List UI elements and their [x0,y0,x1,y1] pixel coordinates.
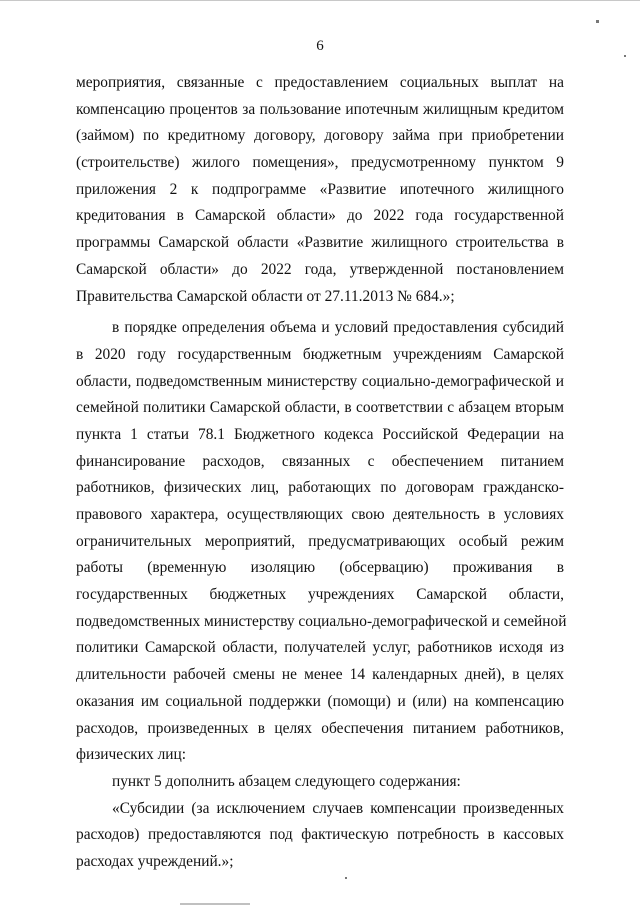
text-line: работников, физических лиц, работающих по договорам гражданско- [76,479,564,497]
text-line: мероприятия, связанные с предоставлением социальных выплат на [76,74,564,91]
text-line: (строительстве) жилого помещения», предусмотренному пунктом 9 [76,154,564,172]
text-line: расходах учреждений.»; [76,852,234,870]
text-line: политики Самарской области, получателей услуг, работников исходя из [76,639,564,657]
text-line: Самарской области» до 2022 года, утвержденной постановлением [76,260,564,278]
text-line: работы (временную изоляцию (обсервацию) проживания в [76,559,564,577]
text-line: финансирование расходов, связанных с обеспечением питанием [76,452,564,470]
scan-speck [596,20,599,23]
text-line: в 2020 году государственным бюджетным учреждениям Самарской [76,345,564,363]
scan-speck [345,877,347,879]
text-line: компенсацию процентов за пользование ипотечным жилищным кредитом [76,100,564,118]
text-line: подведомственных министерству социально-демографической и семейной [76,612,567,630]
paragraph-first-line: «Субсидии (за исключением случаев компенсации произведенных [112,799,564,817]
text-line: расходов, произведенных в целях обеспечения питанием работников, [76,719,564,737]
text-line: приложения 2 к подпрограмме «Развитие ипотечного жилищного [76,180,564,198]
text-line: правового характера, осуществляющих свою деятельность в условиях [76,506,564,523]
text-line: Правительства Самарской области от 27.11.2013 № 684.»; [76,287,455,305]
document-body [76,70,567,876]
text-line: длительности рабочей смены не менее 14 календарных дней), в целях [76,666,564,684]
paragraph-first-line: в порядке определения объема и условий предоставления субсидий [112,319,564,337]
text-line: расходов) предоставляются под фактическую потребность в кассовых [76,826,564,844]
text-line: кредитования в Самарской области» до 2022 года государственной [76,207,564,225]
text-line: семейной политики Самарской области, в соответствии с абзацем вторым [76,399,564,417]
text-line: программы Самарской области «Развитие жилищного строительства в [76,234,564,252]
text-line: области, подведомственным министерству социально-демографической и [76,372,564,390]
text-line: ограничительных мероприятий, предусматривающих особый режим [76,532,564,550]
scan-top-edge [0,0,640,1]
paragraph-first-line: пункт 5 дополнить абзацем следующего содержания: [112,772,461,790]
text-line: пункта 1 статьи 78.1 Бюджетного кодекса Российской Федерации на [76,425,564,443]
scan-speck [624,55,626,57]
text-line: (займом) по кредитному договору, договору займа при приобретении [76,127,564,145]
text-line: оказания им социальной поддержки (помощи) и (или) на компенсацию [76,692,564,710]
text-line: государственных бюджетных учреждениях Самарской области, [76,586,564,604]
page-number: 6 [316,38,324,54]
text-line: физических лиц: [76,746,186,764]
